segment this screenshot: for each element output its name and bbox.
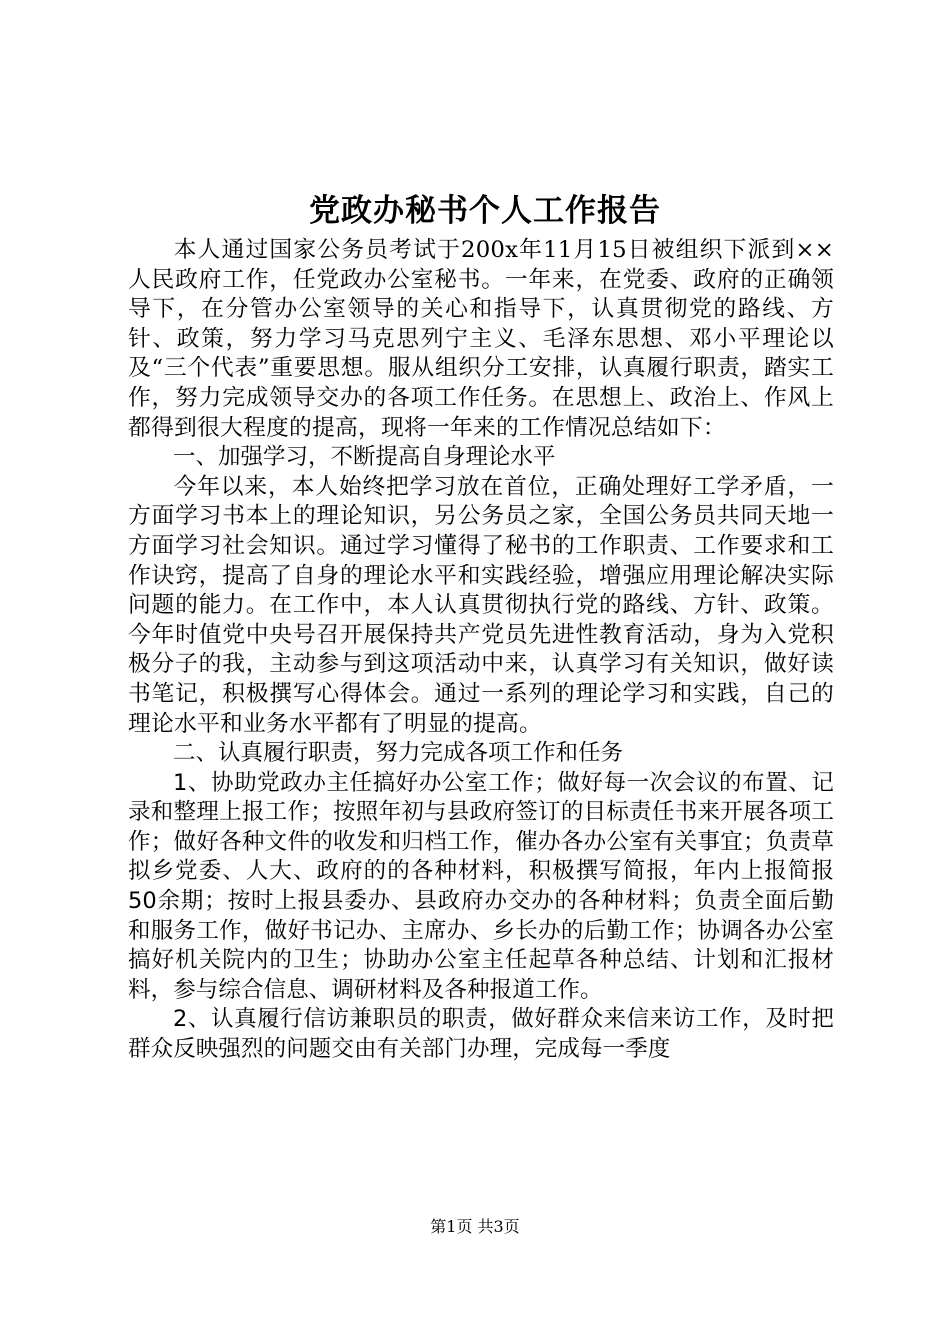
intro-paragraph: 本人通过国家公务员考试于200x年11月15日被组织下派到××人民政府工作，任党政办公室秘书。一年来，在党委、政府的正确领导下，在分管办公室领导的关心和指导下，认真贯彻党的路线、方针、政策，努力学习马克思列宁主义、毛泽东思想、邓小平理论以及“三个代表”重要思想。服从组织分工安排，认真履行职责，踏实工作，努力完成领导交办的各项工作任务。在思想上、政治上、作风上都得到很大程度的提高，现将一年来的工作情况总结如下： — [128, 237, 834, 441]
page-number-footer: 第1页 共3页 — [430, 1217, 520, 1236]
section-2-item-1: 1、协助党政办主任搞好办公室工作；做好每一次会议的布置、记录和整理上报工作；按照年初与县政府签订的目标责任书来开展各项工作；做好各种文件的收发和归档工作，催办各办公室有关事宜；负责草拟乡党委、人大、政府的的各种材料，积极撰写简报，年内上报简报50余期；按时上报县委办、县政府办交办的各种材料；负责全面后勤和服务工作，做好书记办、主席办、乡长办的后勤工作；协调各办公室搞好机关院内的卫生；协助办公室主任起草各种总结、计划和汇报材料，参与综合信息、调研材料及各种报道工作。 — [128, 769, 834, 1003]
document-body — [128, 186, 834, 1065]
section-heading-2: 二、认真履行职责，努力完成各项工作和任务 — [173, 740, 624, 767]
section-heading-1: 一、加强学习，不断提高自身理论水平 — [173, 444, 556, 471]
section-1-paragraph: 今年以来，本人始终把学习放在首位，正确处理好工学矛盾，一方面学习书本上的理论知识，另公务员之家，全国公务员共同天地一方面学习社会知识。通过学习懂得了秘书的工作职责、工作要求和工作诀窍，提高了自身的理论水平和实践经验，增强应用理论解决实际问题的能力。在工作中，本人认真贯彻执行党的路线、方针、政策。今年时值党中央号召开展保持共产党员先进性教育活动，身为入党积极分子的我，主动参与到这项活动中来，认真学习有关知识，做好读书笔记，积极撰写心得体会。通过一系列的理论学习和实践，自己的理论水平和业务水平都有了明显的提高。 — [128, 473, 834, 737]
document-title: 党政办秘书个人工作报告 — [309, 193, 661, 229]
section-2-item-2: 2、认真履行信访兼职员的职责，做好群众来信来访工作，及时把群众反映强烈的问题交由有关部门办理，完成每一季度 — [128, 1006, 834, 1063]
